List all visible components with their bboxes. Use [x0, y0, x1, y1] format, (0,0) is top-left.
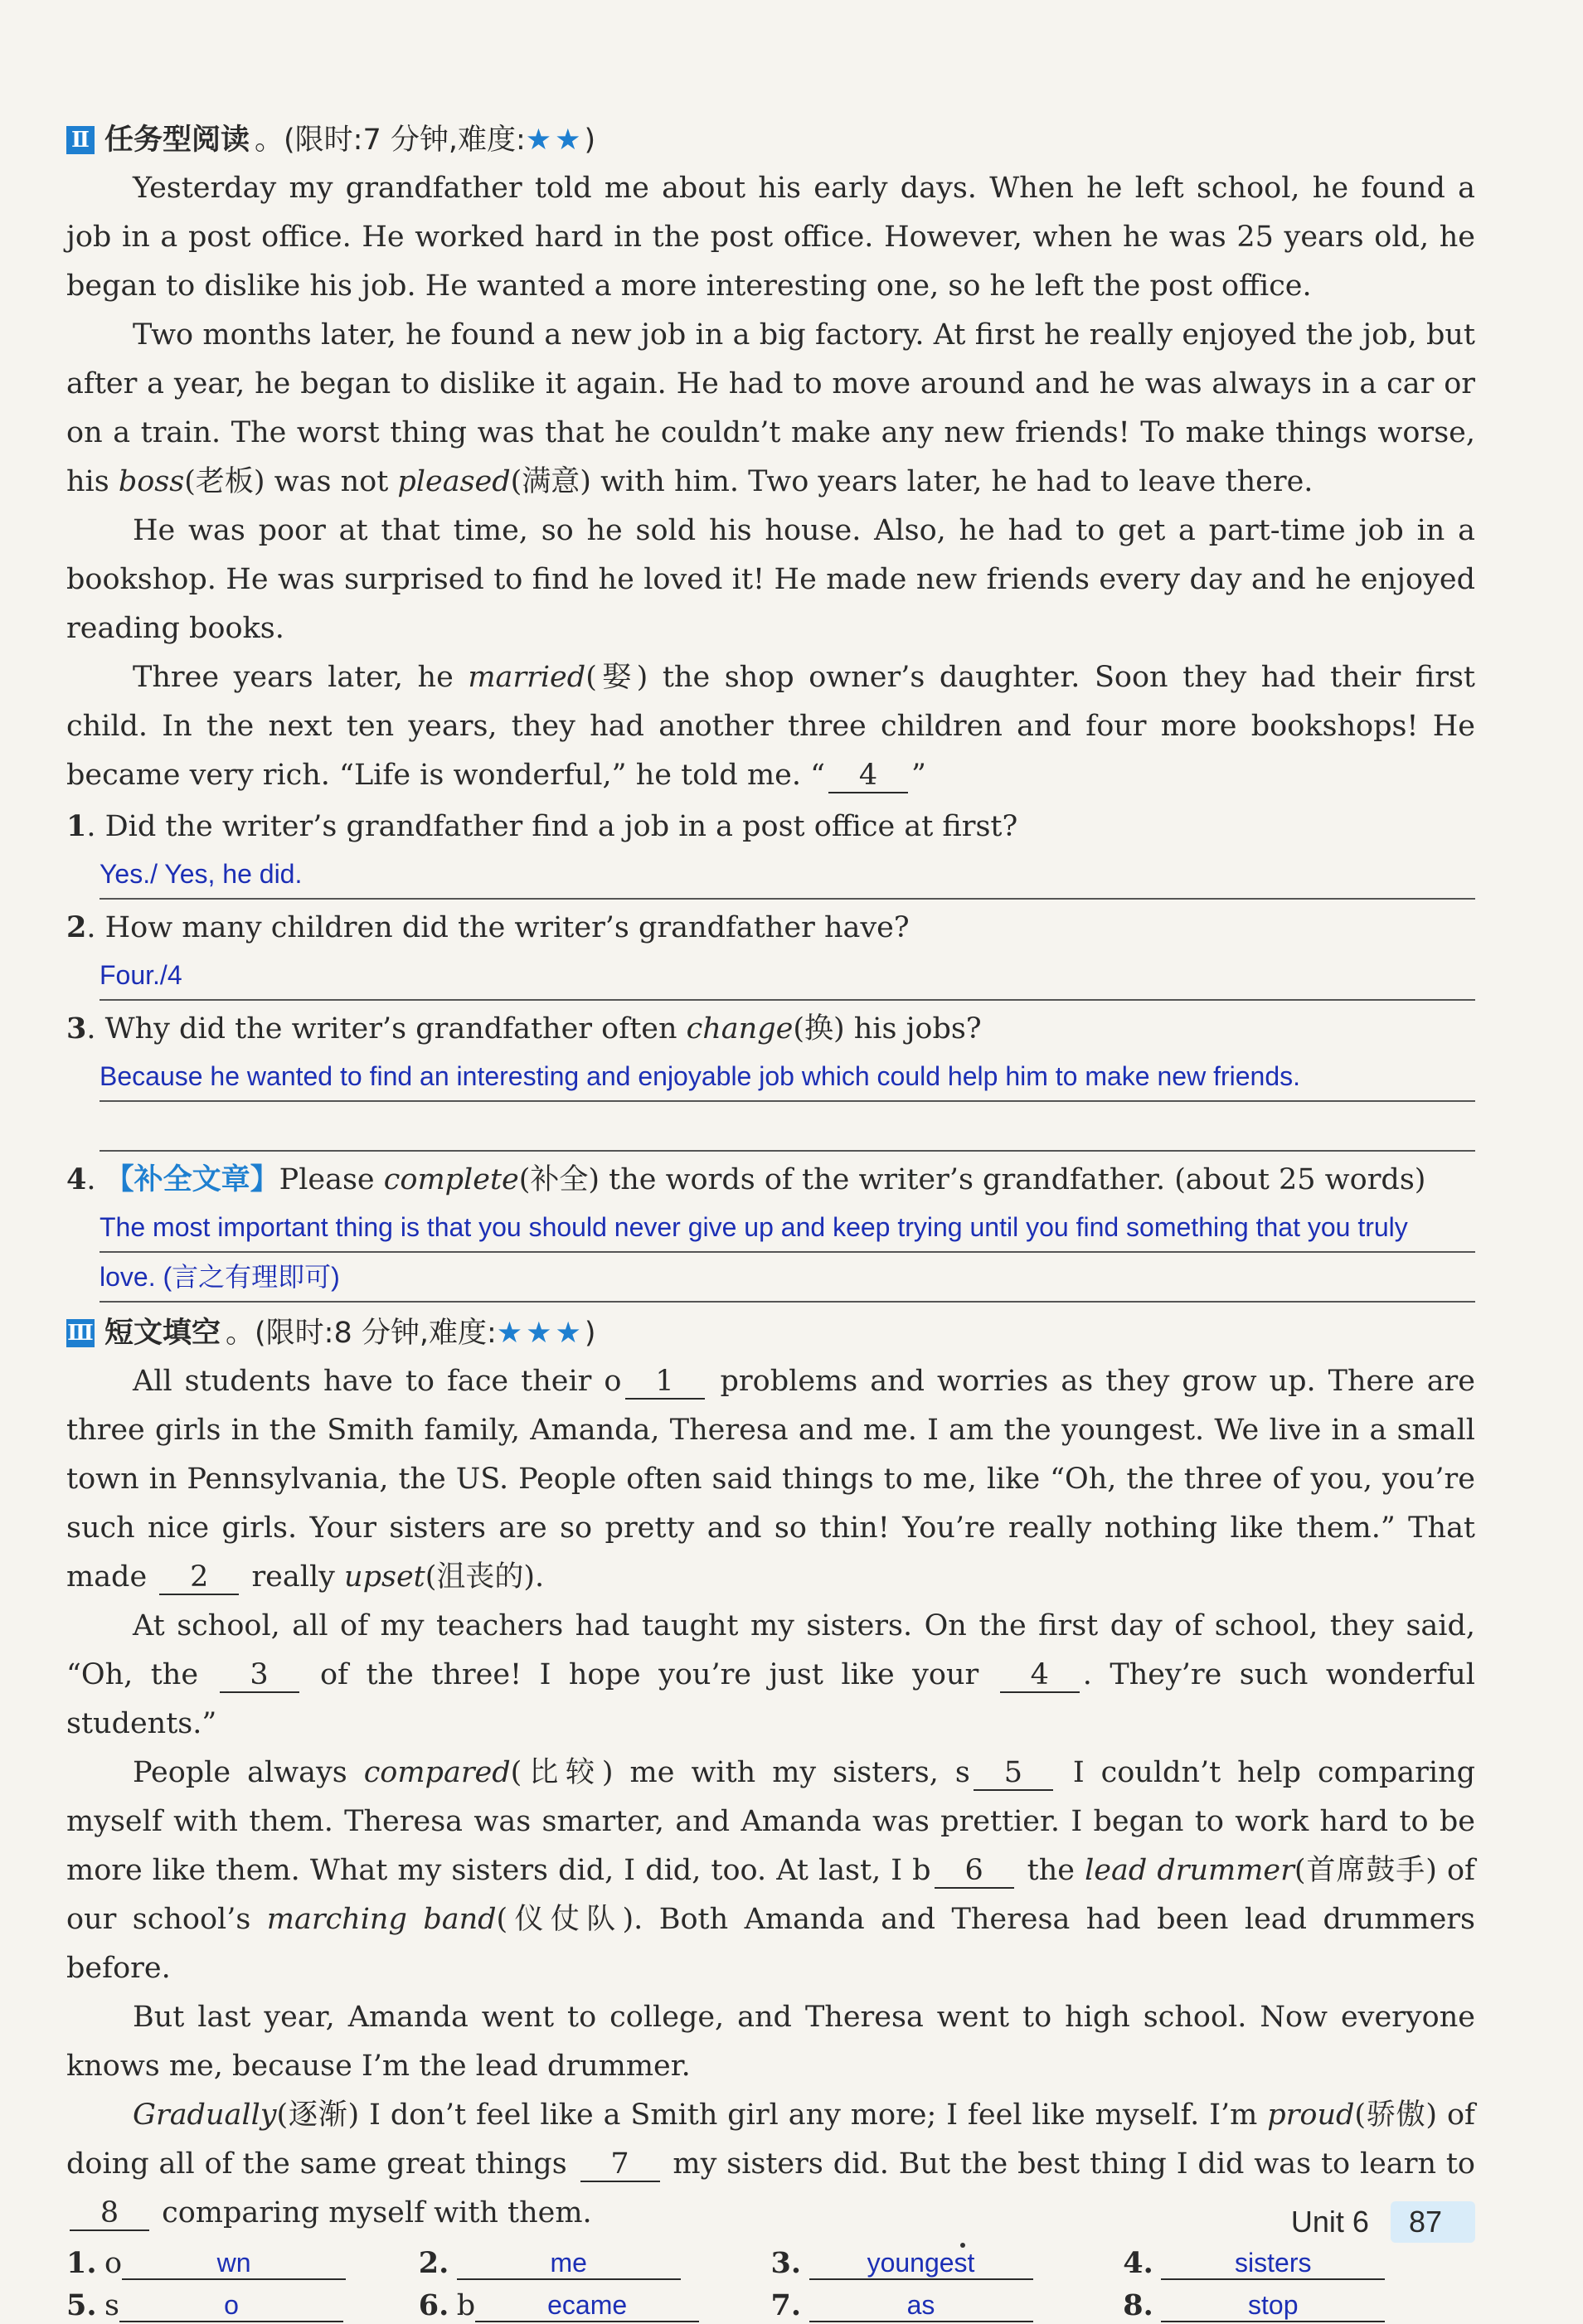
question-1: 1. Did the writer’s grandfather find a job in a post office at first?: [66, 809, 1018, 843]
fill-answer-4[interactable]: 4. sisters: [1123, 2246, 1475, 2280]
fill-answer-6[interactable]: 6. b ecame: [419, 2288, 771, 2322]
fill-answer-7[interactable]: 7. as: [771, 2288, 1124, 2322]
answer-3[interactable]: Because he wanted to find an interesting and enjoyable job which could help him to make new friends.: [100, 1052, 1475, 1102]
answer-4-line-1[interactable]: The most important thing is that you should never give up and keep trying until you find something that you truly: [100, 1203, 1475, 1253]
fill-in-answer-grid: [66, 2246, 1475, 2322]
passage-3-paragraph-3: People always compared(比较) me with my sisters, s 5 I couldn’t help comparing myself with them. Theresa was smarter, and Amanda was prettier. I began to work hard to be more like them. What my sisters did, I did, too. At last, I b 6 the lead drummer(首席鼓手) of our school’s marching band(仪仗队). Both Amanda and Theresa had been lead drummers before.: [66, 1756, 1476, 1985]
fill-answer-1[interactable]: 1. o wn: [66, 2246, 419, 2280]
passage-3-paragraph-4: But last year, Amanda went to college, and Theresa went to high school. Now everyone knows me, because I’m the lead drummer.: [66, 2001, 1475, 2083]
difficulty-stars: ★★: [525, 124, 585, 157]
page-footer: [1291, 2201, 1475, 2243]
blank-1: 1: [625, 1365, 705, 1400]
blank-4: 4: [828, 759, 908, 793]
section-3-numeral: Ⅲ: [67, 1321, 94, 1346]
question-4: 4. 【补全文章】Please complete(补全) the words of the writer’s grandfather. (about 25 words): [66, 1162, 1426, 1196]
passage-2-paragraph-4: Three years later, he married(娶) the shop owner’s daughter. Soon they had their first child. In the next ten years, they had another three children and four more bookshops! He became very rich. “Life is wonderful,” he told me. “ 4 ”: [66, 661, 1475, 792]
question-list: [66, 803, 1475, 1303]
passage-2-paragraph-3: He was poor at that time, so he sold his house. Also, he had to get a part-time job in a bookshop. He was surprised to find he loved it! He made new friends every day and he enjoyed reading books.: [66, 514, 1475, 645]
fill-answer-2[interactable]: 2. me: [419, 2246, 771, 2280]
blank-8: 8: [70, 2196, 149, 2231]
section-2-title: 任务型阅读: [104, 124, 250, 157]
passage-2-paragraph-2: Two months later, he found a new job in a big factory. At first he really enjoyed the job, but after a year, he began to dislike it again. He had to move around and he was always in a car or on a train. The worst thing was that he couldn’t make any new friends! To make things worse, his boss(老板) was not pleased(满意) with him. Two years later, he had to leave there.: [66, 318, 1475, 498]
page-number: 87: [1391, 2201, 1475, 2243]
passage-3-paragraph-2: At school, all of my teachers had taught my sisters. On the first day of school, they said, “Oh, the 3 of the three! I hope you’re just like your 4 . They’re such wonderful students.”: [66, 1609, 1475, 1740]
difficulty-stars: ★★★: [496, 1317, 585, 1350]
passage-2-paragraph-1: Yesterday my grandfather told me about his early days. When he left school, he found a job in a post office. He worked hard in the post office. However, when he was 25 years old, he began to dislike his job. He wanted a more interesting one, so he left the post office.: [66, 172, 1475, 303]
blank-6: 6: [935, 1854, 1014, 1889]
section-3-header: Ⅲ 短文填空 。(限时:8 分钟,难度: ★★★ ): [66, 1309, 1475, 1357]
section-2-numeral: Ⅱ: [66, 126, 95, 154]
blank-2: 2: [159, 1560, 239, 1595]
decorative-dot: [960, 2243, 965, 2248]
fill-answer-8[interactable]: 8. stop: [1123, 2288, 1475, 2322]
blank-5: 5: [974, 1756, 1053, 1791]
unit-label: Unit 6: [1290, 2205, 1369, 2239]
question-tag: 【补全文章】: [104, 1163, 279, 1196]
answer-1[interactable]: Yes./ Yes, he did.: [100, 850, 1475, 900]
section-3-meta: 。(限时:8 分钟,难度:: [226, 1317, 497, 1350]
blank-4: 4: [1000, 1658, 1080, 1693]
answer-3-extra-line[interactable]: [100, 1102, 1475, 1152]
section-2-meta: 。(限时:7 分钟,难度:: [255, 124, 526, 157]
passage-3-paragraph-5: Gradually(逐渐) I don’t feel like a Smith girl any more; I feel like myself. I’m proud(骄傲) of doing all of the same great things 7 my sisters did. But the best thing I did was to learn to 8 comparing myself with them.: [66, 2098, 1476, 2229]
section-3-title: 短文填空: [104, 1317, 221, 1350]
question-2: 2. How many children did the writer’s grandfather have?: [66, 910, 910, 944]
fill-answer-5[interactable]: 5. s o: [66, 2288, 419, 2322]
section-2-header: Ⅱ 任务型阅读 。(限时:7 分钟,难度: ★★ ): [66, 116, 1475, 164]
answer-4-line-2[interactable]: love. (言之有理即可): [100, 1253, 1475, 1303]
blank-7: 7: [580, 2147, 660, 2182]
blank-3: 3: [220, 1658, 299, 1693]
answer-2[interactable]: Four./4: [100, 951, 1475, 1001]
question-3: 3. Why did the writer’s grandfather often change(换) his jobs?: [66, 1012, 982, 1046]
passage-3-paragraph-1: All students have to face their o 1 problems and worries as they grow up. There are three girls in the Smith family, Amanda, Theresa and me. I am the youngest. We live in a small town in Pennsylvania, the US. People often said things to me, like “Oh, the three of you, you’re such nice girls. Your sisters are so pretty and so thin! You’re really nothing like them.” That made 2 really upset(沮丧的).: [66, 1365, 1475, 1594]
fill-answer-3[interactable]: 3. youngest: [771, 2246, 1124, 2280]
